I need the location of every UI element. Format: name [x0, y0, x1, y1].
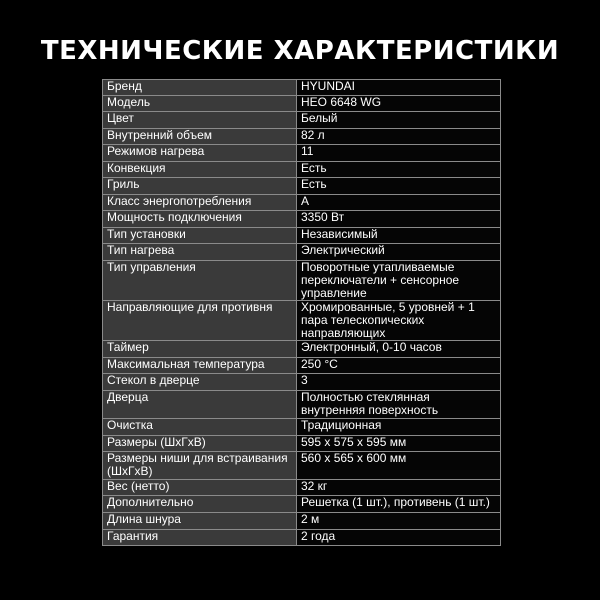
spec-name-cell: Размеры ниши для встраивания (ШхГхВ) — [103, 452, 297, 480]
spec-name-cell: Режимов нагрева — [103, 145, 297, 162]
spec-name-cell: Максимальная температура — [103, 358, 297, 374]
spec-name-cell: Направляющие для противня — [103, 301, 297, 341]
table-row — [103, 513, 501, 530]
table-row — [103, 145, 501, 162]
spec-name-cell: Длина шнура — [103, 513, 297, 530]
table-row — [103, 496, 501, 513]
spec-value-cell: 250 °C — [297, 358, 501, 374]
spec-value-cell: Независимый — [297, 228, 501, 244]
table-row — [103, 480, 501, 496]
spec-value-cell: Решетка (1 шт.), противень (1 шт.) — [297, 496, 501, 513]
spec-value-cell: 82 л — [297, 129, 501, 145]
spec-value-cell: 32 кг — [297, 480, 501, 496]
table-row — [103, 341, 501, 358]
spec-value-cell: Хромированные, 5 уровней + 1 пара телескопических направляющих — [297, 301, 501, 341]
spec-name-cell: Бренд — [103, 80, 297, 96]
table-row — [103, 244, 501, 261]
spec-name-cell: Внутренний объем — [103, 129, 297, 145]
spec-value-cell: Полностью стеклянная внутренняя поверхность — [297, 391, 501, 419]
table-row — [103, 301, 501, 341]
spec-name-cell: Гарантия — [103, 530, 297, 546]
spec-name-cell: Стекол в дверце — [103, 374, 297, 391]
table-row — [103, 80, 501, 96]
spec-value-cell: Есть — [297, 162, 501, 178]
specs-table — [102, 79, 501, 546]
table-row — [103, 162, 501, 178]
spec-value-cell: 595 х 575 х 595 мм — [297, 436, 501, 452]
spec-name-cell: Класс энергопотребления — [103, 195, 297, 211]
table-row — [103, 419, 501, 436]
spec-name-cell: Дверца — [103, 391, 297, 419]
page-title: ТЕХНИЧЕСКИЕ ХАРАКТЕРИСТИКИ — [40, 36, 560, 66]
table-row — [103, 96, 501, 112]
spec-value-cell: Традиционная — [297, 419, 501, 436]
spec-value-cell: 2 м — [297, 513, 501, 530]
spec-name-cell: Модель — [103, 96, 297, 112]
spec-name-cell: Тип установки — [103, 228, 297, 244]
spec-value-cell: Есть — [297, 178, 501, 195]
table-row — [103, 436, 501, 452]
spec-name-cell: Цвет — [103, 112, 297, 129]
spec-name-cell: Таймер — [103, 341, 297, 358]
spec-name-cell: Тип управления — [103, 261, 297, 301]
spec-name-cell: Мощность подключения — [103, 211, 297, 228]
table-row — [103, 195, 501, 211]
spec-value-cell: Электронный, 0-10 часов — [297, 341, 501, 358]
table-row — [103, 112, 501, 129]
spec-value-cell: Поворотные утапливаемые переключатели + сенсорное управление — [297, 261, 501, 301]
spec-value-cell: 2 года — [297, 530, 501, 546]
table-row — [103, 228, 501, 244]
spec-name-cell: Тип нагрева — [103, 244, 297, 261]
spec-value-cell: 11 — [297, 145, 501, 162]
table-row — [103, 391, 501, 419]
table-row — [103, 211, 501, 228]
spec-value-cell: Белый — [297, 112, 501, 129]
spec-value-cell: HEO 6648 WG — [297, 96, 501, 112]
table-row — [103, 178, 501, 195]
spec-name-cell: Размеры (ШхГхВ) — [103, 436, 297, 452]
table-row — [103, 358, 501, 374]
spec-name-cell: Гриль — [103, 178, 297, 195]
spec-value-cell: 3350 Вт — [297, 211, 501, 228]
spec-name-cell: Вес (нетто) — [103, 480, 297, 496]
table-row — [103, 530, 501, 546]
table-row — [103, 374, 501, 391]
specs-table-body — [103, 80, 501, 546]
spec-name-cell: Конвекция — [103, 162, 297, 178]
spec-value-cell: Электрический — [297, 244, 501, 261]
table-row — [103, 452, 501, 480]
spec-value-cell: 560 х 565 х 600 мм — [297, 452, 501, 480]
spec-value-cell: 3 — [297, 374, 501, 391]
table-row — [103, 261, 501, 301]
spec-value-cell: HYUNDAI — [297, 80, 501, 96]
spec-name-cell: Очистка — [103, 419, 297, 436]
spec-value-cell: A — [297, 195, 501, 211]
table-row — [103, 129, 501, 145]
spec-name-cell: Дополнительно — [103, 496, 297, 513]
